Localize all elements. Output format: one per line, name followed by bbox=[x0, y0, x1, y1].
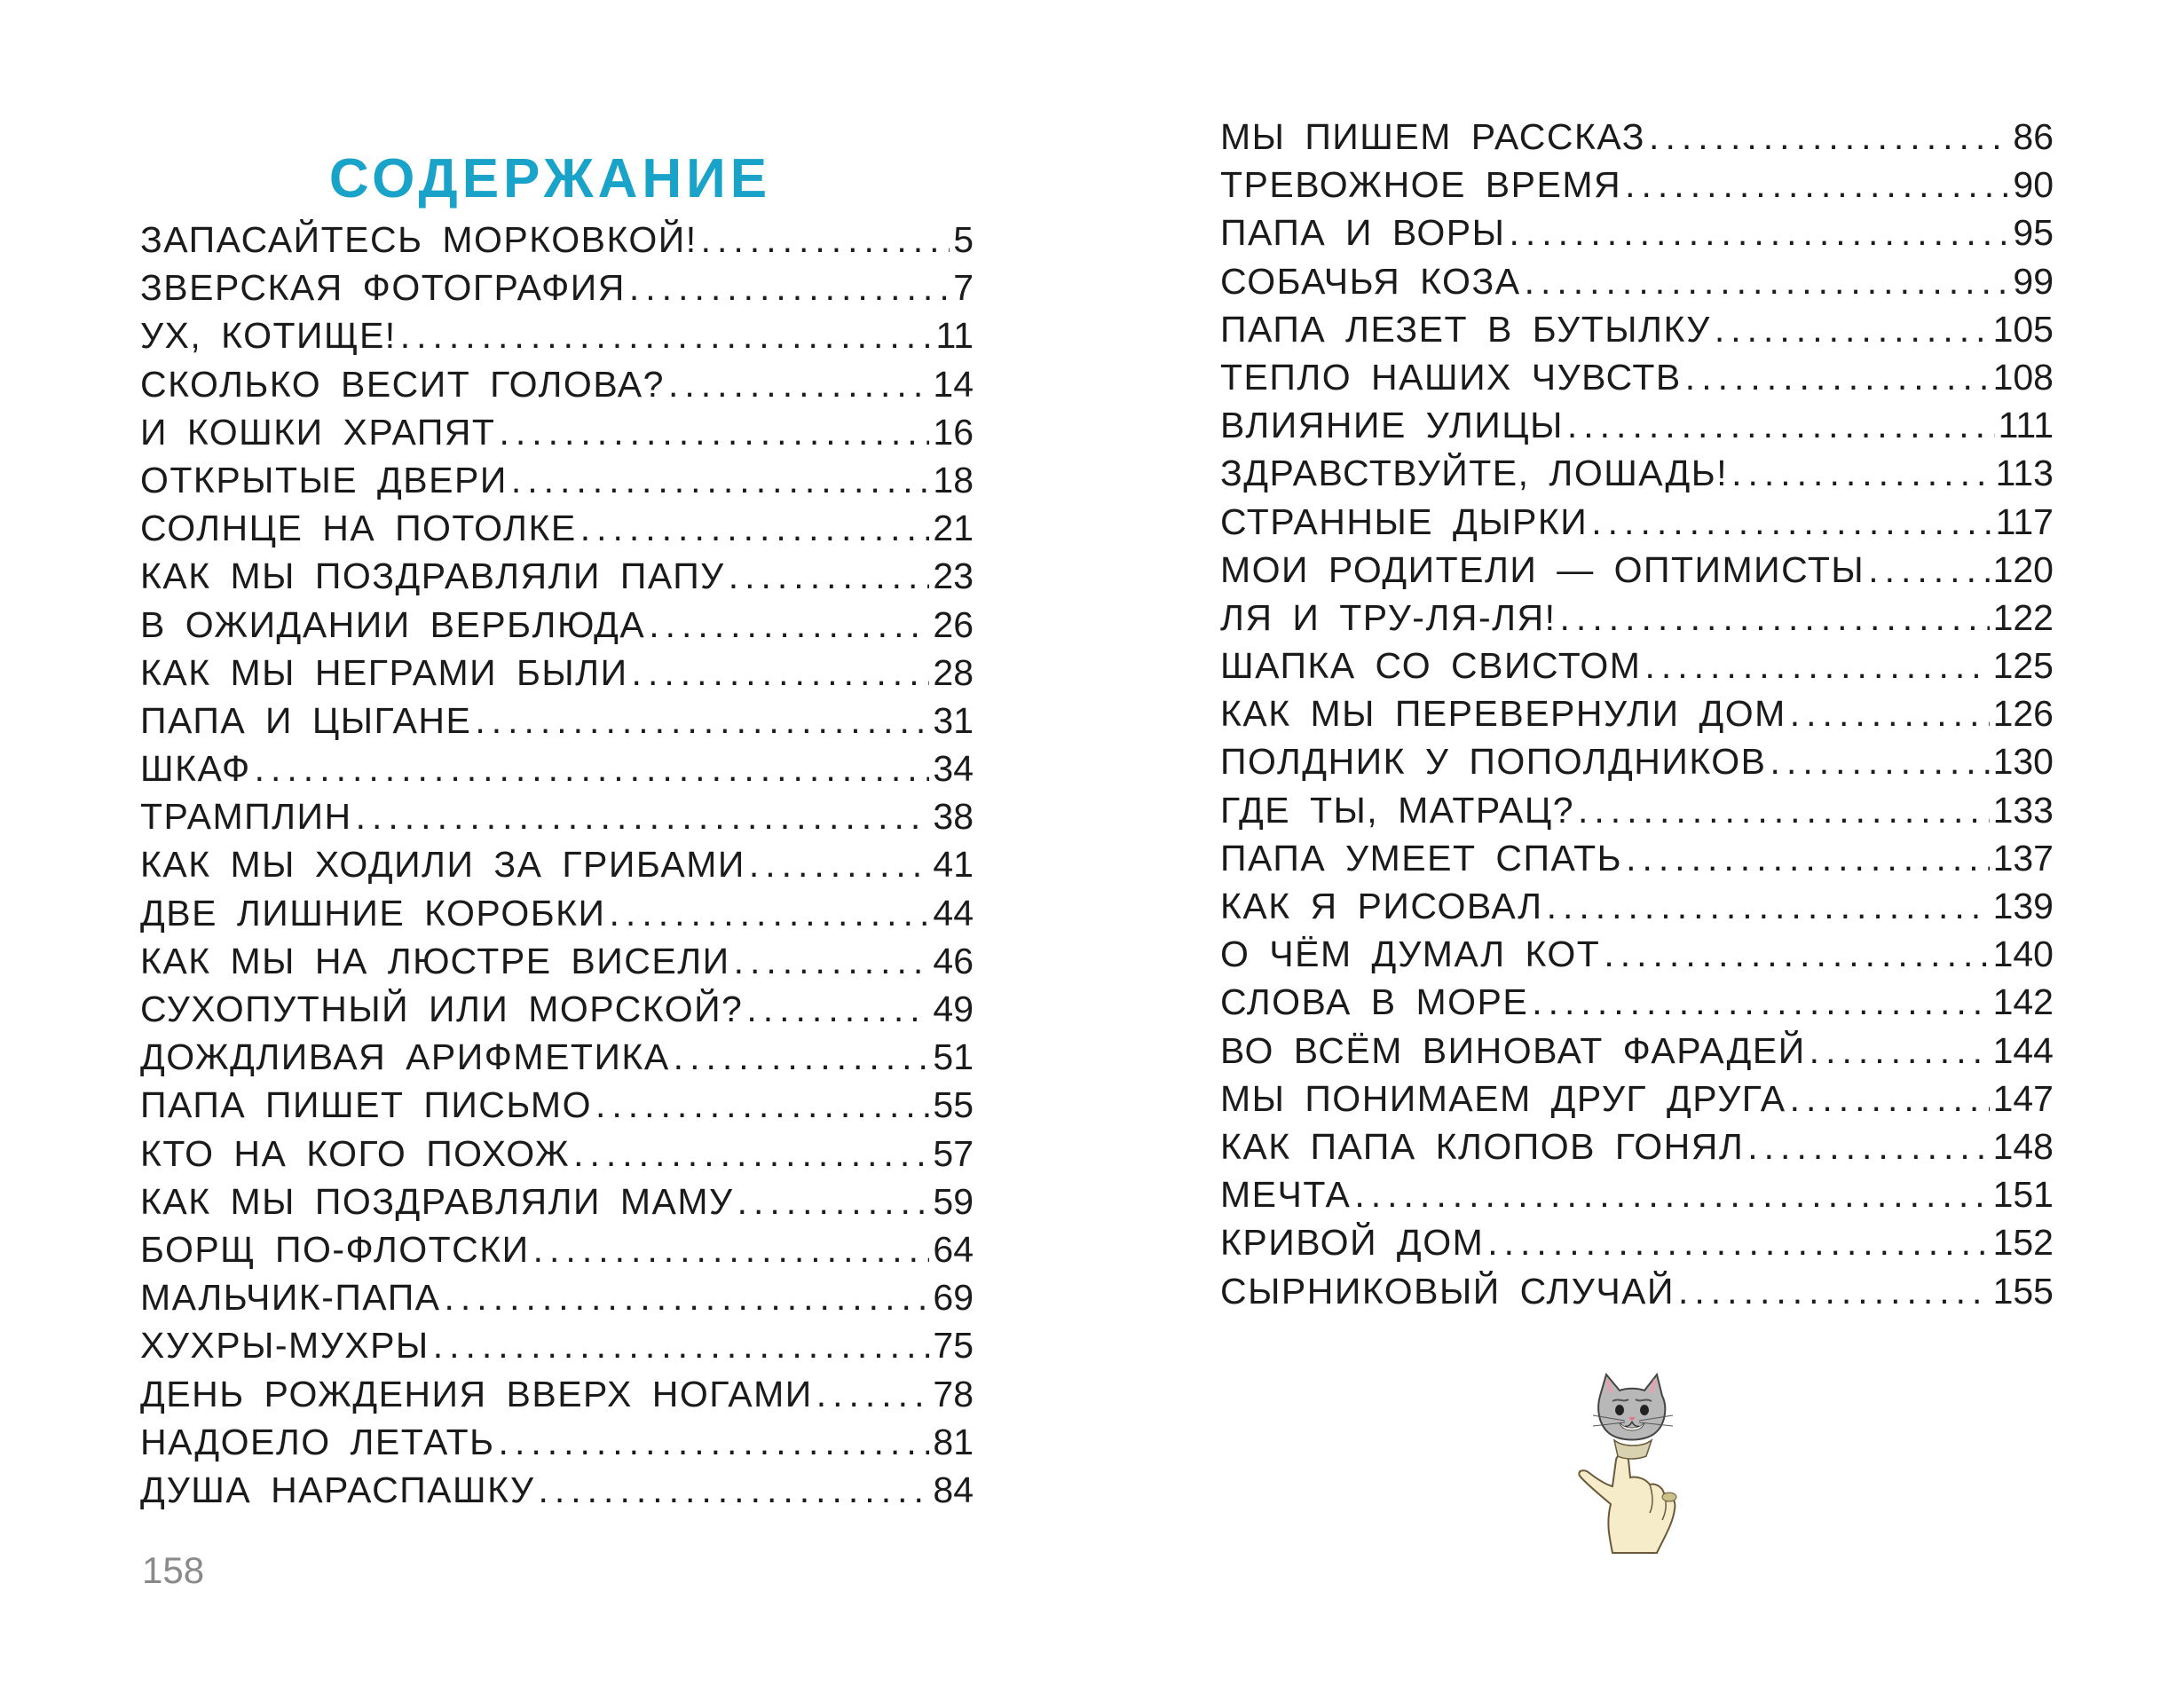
toc-entry-page: 49 bbox=[933, 989, 974, 1029]
toc-entry-page: 64 bbox=[933, 1228, 974, 1270]
toc-entry-title: УХ, КОТИЩЕ! bbox=[140, 315, 397, 357]
dot-leader bbox=[1678, 1267, 1990, 1315]
toc-entry-title: КАК МЫ ХОДИЛИ ЗА ГРИБАМИ bbox=[140, 844, 745, 886]
toc-entry-title: ВО ВСЁМ ВИНОВАТ ФАРАДЕЙ bbox=[1220, 1029, 1806, 1071]
toc-entry bbox=[140, 1081, 974, 1129]
toc-entry-title: В ОЖИДАНИИ ВЕРБЛЮДА bbox=[140, 603, 646, 645]
toc-entry-title: ГДЕ ТЫ, МАТРАЦ? bbox=[1220, 789, 1575, 831]
toc-entry-title: И КОШКИ ХРАПЯТ bbox=[140, 411, 496, 453]
dot-leader bbox=[749, 840, 930, 888]
toc-entry-page: 95 bbox=[2013, 212, 2054, 254]
toc-entry-page: 120 bbox=[1992, 548, 2054, 590]
toc-entry-page: 38 bbox=[933, 796, 974, 838]
toc-entry-title: ДВЕ ЛИШНИЕ КОРОБКИ bbox=[140, 892, 606, 934]
dot-leader bbox=[499, 408, 929, 456]
toc-entry-title: ЗВЕРСКАЯ ФОТОГРАФИЯ bbox=[140, 267, 626, 309]
dot-leader bbox=[1649, 113, 2009, 161]
toc-entry-title: КАК МЫ НЕГРАМИ БЫЛИ bbox=[140, 651, 628, 693]
toc-entry-title: КРИВОЙ ДОМ bbox=[1220, 1222, 1485, 1264]
toc-entry-title: СОБАЧЬЯ КОЗА bbox=[1220, 260, 1521, 302]
toc-entry-page: 26 bbox=[933, 603, 974, 645]
toc-entry-page: 117 bbox=[1995, 500, 2054, 542]
toc-entry-page: 99 bbox=[2013, 260, 2054, 302]
toc-entry bbox=[140, 649, 974, 697]
toc-entry bbox=[140, 1130, 974, 1178]
dot-leader bbox=[1685, 353, 1990, 401]
dot-leader bbox=[1547, 882, 1990, 930]
dot-leader bbox=[1625, 161, 2009, 209]
toc-entry-page: 5 bbox=[953, 219, 974, 260]
toc-entry-page: 140 bbox=[1992, 934, 2054, 975]
toc-entry-title: ДОЖДЛИВАЯ АРИФМЕТИКА bbox=[140, 1036, 670, 1078]
toc-entry bbox=[140, 937, 974, 985]
toc-entry-title: ХУХРЫ-МУХРЫ bbox=[140, 1325, 430, 1367]
toc-entry-page: 152 bbox=[1992, 1222, 2054, 1264]
dot-leader bbox=[1532, 978, 1989, 1026]
toc-entry-page: 78 bbox=[933, 1373, 974, 1414]
dot-leader bbox=[649, 601, 929, 649]
cat-finger-puppet-icon bbox=[1557, 1371, 1708, 1557]
toc-entry-page: 130 bbox=[1992, 741, 2054, 783]
toc-entry-page: 7 bbox=[953, 267, 974, 309]
dot-leader bbox=[445, 1273, 930, 1321]
toc-entry-page: 69 bbox=[933, 1277, 974, 1319]
toc-entry bbox=[140, 985, 974, 1033]
toc-entry-page: 113 bbox=[1995, 453, 2054, 494]
toc-entry bbox=[1220, 498, 2054, 546]
dot-leader bbox=[1354, 1170, 1989, 1218]
toc-entry bbox=[1220, 161, 2054, 209]
toc-entry bbox=[1220, 930, 2054, 978]
toc-entry bbox=[140, 1321, 974, 1369]
dot-leader bbox=[1567, 401, 1995, 449]
toc-entry-title: СЫРНИКОВЫЙ СЛУЧАЙ bbox=[1220, 1270, 1675, 1312]
toc-entry-title: ПАПА И ВОРЫ bbox=[1220, 212, 1506, 254]
toc-entry-page: 122 bbox=[1992, 596, 2054, 638]
dot-leader bbox=[1731, 449, 1992, 497]
toc-entry-title: МЕЧТА bbox=[1220, 1174, 1352, 1216]
toc-entry bbox=[140, 456, 974, 504]
toc-entry-page: 46 bbox=[933, 940, 974, 981]
toc-entry-title: ТЕПЛО НАШИХ ЧУВСТВ bbox=[1220, 356, 1682, 398]
toc-entry-title: ДЕНЬ РОЖДЕНИЯ ВВЕРХ НОГАМИ bbox=[140, 1373, 813, 1414]
toc-entry-page: 16 bbox=[933, 411, 974, 453]
toc-entry-page: 51 bbox=[933, 1036, 974, 1078]
dot-leader bbox=[1747, 1123, 1989, 1170]
toc-entry bbox=[140, 792, 974, 840]
toc-right-column bbox=[1220, 113, 2054, 1315]
toc-entry-page: 125 bbox=[1992, 645, 2054, 687]
dot-leader bbox=[356, 792, 930, 840]
toc-entry-title: О ЧЁМ ДУМАЛ КОТ bbox=[1220, 934, 1601, 975]
toc-entry bbox=[1220, 1267, 2054, 1315]
dot-leader bbox=[475, 697, 929, 745]
dot-leader bbox=[1790, 1075, 1990, 1123]
toc-entry-title: КАК МЫ ПОЗДРАВЛЯЛИ ПАПУ bbox=[140, 555, 725, 597]
toc-entry-page: 55 bbox=[933, 1084, 974, 1126]
toc-entry-page: 14 bbox=[933, 363, 974, 405]
toc-entry-title: КАК МЫ НА ЛЮСТРЕ ВИСЕЛИ bbox=[140, 940, 730, 981]
toc-entry-title: МЫ ПИШЕМ РАССКАЗ bbox=[1220, 116, 1646, 157]
toc-left-column bbox=[140, 216, 974, 1514]
dot-leader bbox=[1578, 786, 1990, 834]
toc-entry-page: 44 bbox=[933, 892, 974, 934]
dot-leader bbox=[533, 1225, 930, 1273]
toc-entry-title: НАДОЕЛО ЛЕТАТЬ bbox=[140, 1421, 495, 1462]
toc-entry-page: 147 bbox=[1992, 1077, 2054, 1119]
toc-entry-title: ЗАПАСАЙТЕСЬ МОРКОВКОЙ! bbox=[140, 219, 698, 260]
toc-entry-title: МОИ РОДИТЕЛИ — ОПТИМИСТЫ bbox=[1220, 548, 1865, 590]
dot-leader bbox=[1809, 1027, 1990, 1075]
dot-leader bbox=[816, 1370, 930, 1418]
toc-entry-title: ТРАМПЛИН bbox=[140, 796, 352, 838]
toc-entry-title: ТРЕВОЖНОЕ ВРЕМЯ bbox=[1220, 164, 1622, 206]
toc-entry-title: СТРАННЫЕ ДЫРКИ bbox=[1220, 500, 1589, 542]
dot-leader bbox=[1604, 930, 1989, 978]
page-number: 158 bbox=[142, 1549, 205, 1591]
dot-leader bbox=[734, 937, 930, 985]
toc-entry-page: 18 bbox=[933, 459, 974, 500]
toc-entry-title: ВЛИЯНИЕ УЛИЦЫ bbox=[1220, 405, 1564, 446]
dot-leader bbox=[729, 552, 930, 600]
toc-entry-title: ПАПА УМЕЕТ СПАТЬ bbox=[1220, 837, 1623, 878]
toc-entry-title: ПАПА ПИШЕТ ПИСЬМО bbox=[140, 1084, 592, 1126]
dot-leader bbox=[1790, 689, 1990, 737]
toc-entry bbox=[1220, 257, 2054, 305]
toc-entry-title: ШАПКА СО СВИСТОМ bbox=[1220, 645, 1642, 687]
toc-entry-title: СУХОПУТНЫЙ ИЛИ МОРСКОЙ? bbox=[140, 989, 744, 1029]
toc-entry-title: ПАПА ЛЕЗЕТ В БУТЫЛКУ bbox=[1220, 308, 1711, 350]
toc-entry bbox=[1220, 401, 2054, 449]
dot-leader bbox=[674, 1033, 930, 1081]
toc-entry-title: ШКАФ bbox=[140, 748, 251, 790]
toc-entry bbox=[140, 1178, 974, 1225]
toc-entry-title: ПОЛДНИК У ПОПОЛДНИКОВ bbox=[1220, 741, 1767, 783]
toc-entry-page: 133 bbox=[1992, 789, 2054, 831]
toc-entry bbox=[1220, 353, 2054, 401]
toc-entry-page: 81 bbox=[933, 1421, 974, 1462]
dot-leader bbox=[1509, 209, 2009, 256]
toc-entry bbox=[1220, 209, 2054, 256]
dot-leader bbox=[1525, 257, 2010, 305]
toc-entry-page: 144 bbox=[1992, 1029, 2054, 1071]
toc-entry bbox=[1220, 1123, 2054, 1170]
toc-entry bbox=[1220, 1170, 2054, 1218]
toc-entry bbox=[140, 360, 974, 408]
toc-entry bbox=[1220, 834, 2054, 882]
dot-leader bbox=[1868, 546, 1989, 594]
toc-entry bbox=[1220, 1075, 2054, 1123]
toc-entry bbox=[140, 1273, 974, 1321]
toc-entry bbox=[1220, 642, 2054, 689]
toc-entry bbox=[1220, 113, 2054, 161]
dot-leader bbox=[433, 1321, 930, 1369]
toc-entry-title: ПАПА И ЦЫГАНЕ bbox=[140, 699, 472, 741]
toc-entry bbox=[140, 504, 974, 552]
toc-entry-page: 23 bbox=[933, 555, 974, 597]
toc-entry bbox=[1220, 882, 2054, 930]
toc-entry bbox=[1220, 594, 2054, 642]
toc-entry bbox=[140, 408, 974, 456]
toc-entry-title: КТО НА КОГО ПОХОЖ bbox=[140, 1132, 571, 1174]
dot-leader bbox=[595, 1081, 929, 1129]
toc-entry bbox=[140, 264, 974, 311]
toc-entry-title: КАК Я РИСОВАЛ bbox=[1220, 886, 1543, 926]
dot-leader bbox=[511, 456, 930, 504]
toc-entry bbox=[140, 840, 974, 888]
toc-entry bbox=[140, 1418, 974, 1466]
toc-entry bbox=[140, 745, 974, 792]
toc-entry-title: СКОЛЬКО ВЕСИТ ГОЛОВА? bbox=[140, 363, 665, 405]
toc-entry-page: 57 bbox=[933, 1132, 974, 1174]
toc-entry-page: 75 bbox=[933, 1325, 974, 1367]
toc-entry-page: 41 bbox=[933, 844, 974, 886]
dot-leader bbox=[737, 1178, 930, 1225]
toc-entry-page: 151 bbox=[1992, 1174, 2054, 1216]
toc-entry bbox=[1220, 689, 2054, 737]
dot-leader bbox=[701, 216, 950, 264]
toc-entry-title: ОТКРЫТЫЕ ДВЕРИ bbox=[140, 459, 508, 500]
toc-entry-page: 142 bbox=[1992, 981, 2054, 1023]
toc-entry-title: ДУША НАРАСПАШКУ bbox=[140, 1469, 535, 1510]
toc-entry-title: БОРЩ ПО-ФЛОТСКИ bbox=[140, 1228, 530, 1270]
page-title: СОДЕРЖАНИЕ bbox=[328, 147, 772, 209]
toc-entry bbox=[140, 601, 974, 649]
dot-leader bbox=[1560, 594, 1990, 642]
toc-entry bbox=[1220, 1218, 2054, 1266]
toc-entry-title: КАК МЫ ПЕРЕВЕРНУЛИ ДОМ bbox=[1220, 693, 1786, 735]
toc-entry-page: 31 bbox=[933, 699, 974, 741]
toc-entry-page: 59 bbox=[933, 1180, 974, 1222]
dot-leader bbox=[1487, 1218, 1989, 1266]
dot-leader bbox=[632, 649, 930, 697]
toc-entry-title: ЗДРАВСТВУЙТЕ, ЛОШАДЬ! bbox=[1220, 453, 1729, 494]
toc-entry bbox=[140, 1033, 974, 1081]
toc-entry-page: 108 bbox=[1992, 356, 2054, 398]
toc-entry-title: КАК ПАПА КЛОПОВ ГОНЯЛ bbox=[1220, 1125, 1745, 1167]
toc-entry bbox=[140, 697, 974, 745]
toc-entry-page: 105 bbox=[1992, 308, 2054, 350]
toc-entry bbox=[140, 1225, 974, 1273]
toc-entry-page: 126 bbox=[1992, 693, 2054, 735]
toc-entry-page: 111 bbox=[1998, 405, 2054, 446]
toc-entry bbox=[1220, 546, 2054, 594]
dot-leader bbox=[255, 745, 930, 792]
dot-leader bbox=[668, 360, 929, 408]
toc-entry-page: 84 bbox=[933, 1469, 974, 1510]
toc-entry bbox=[140, 216, 974, 264]
toc-entry-title: МЫ ПОНИМАЕМ ДРУГ ДРУГА bbox=[1220, 1077, 1786, 1119]
toc-entry bbox=[1220, 786, 2054, 834]
toc-entry bbox=[1220, 449, 2054, 497]
toc-entry-page: 86 bbox=[2013, 116, 2054, 157]
toc-entry bbox=[1220, 305, 2054, 353]
dot-leader bbox=[629, 264, 950, 311]
toc-entry bbox=[1220, 1027, 2054, 1075]
toc-entry-page: 21 bbox=[933, 508, 974, 549]
dot-leader bbox=[746, 985, 929, 1033]
toc-entry-page: 90 bbox=[2013, 164, 2054, 206]
toc-entry-page: 28 bbox=[933, 651, 974, 693]
toc-entry-page: 137 bbox=[1992, 837, 2054, 878]
toc-entry-page: 148 bbox=[1992, 1125, 2054, 1167]
dot-leader bbox=[573, 1130, 929, 1178]
toc-entry bbox=[140, 1370, 974, 1418]
toc-entry bbox=[140, 552, 974, 600]
toc-entry-title: СЛОВА В МОРЕ bbox=[1220, 981, 1529, 1023]
toc-entry-page: 34 bbox=[933, 748, 974, 790]
dot-leader bbox=[1715, 305, 1990, 353]
dot-leader bbox=[1644, 642, 1989, 689]
toc-entry bbox=[140, 889, 974, 937]
dot-leader bbox=[538, 1466, 929, 1514]
dot-leader bbox=[1626, 834, 1990, 882]
toc-entry-page: 139 bbox=[1992, 886, 2054, 926]
toc-entry bbox=[140, 311, 974, 359]
dot-leader bbox=[1770, 737, 1990, 785]
dot-leader bbox=[400, 311, 933, 359]
toc-entry-page: 11 bbox=[935, 315, 974, 357]
dot-leader bbox=[610, 889, 930, 937]
toc-entry-title: МАЛЬЧИК-ПАПА bbox=[140, 1277, 441, 1319]
dot-leader bbox=[1591, 498, 1991, 546]
toc-entry-page: 155 bbox=[1992, 1270, 2054, 1312]
toc-entry bbox=[1220, 978, 2054, 1026]
dot-leader bbox=[499, 1418, 930, 1466]
dot-leader bbox=[580, 504, 930, 552]
toc-entry bbox=[1220, 737, 2054, 785]
toc-entry-title: КАК МЫ ПОЗДРАВЛЯЛИ МАМУ bbox=[140, 1180, 734, 1222]
toc-entry-title: ЛЯ И ТРУ-ЛЯ-ЛЯ! bbox=[1220, 596, 1557, 638]
toc-entry-title: СОЛНЦЕ НА ПОТОЛКЕ bbox=[140, 508, 577, 549]
toc-entry bbox=[140, 1466, 974, 1514]
